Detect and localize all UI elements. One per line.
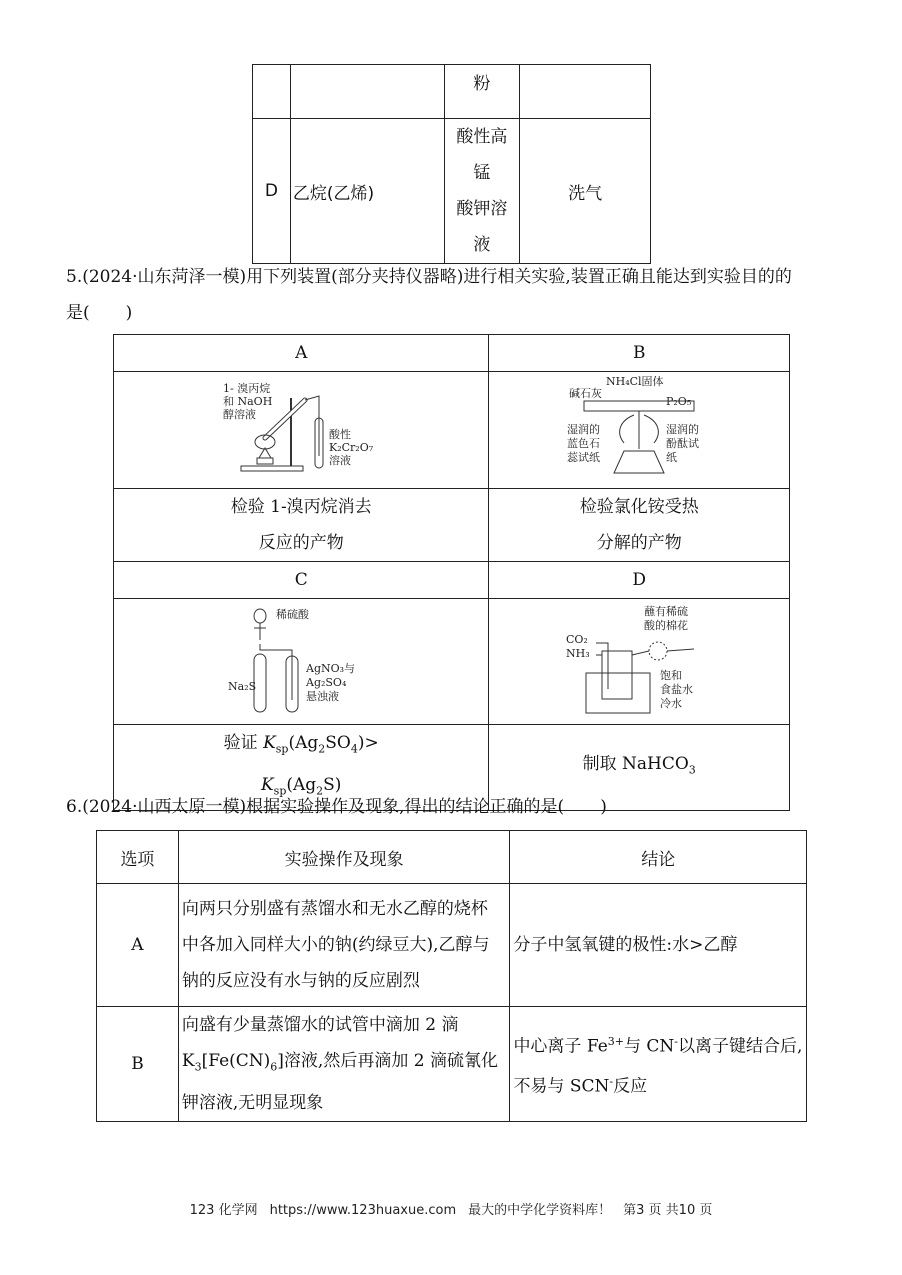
question-6-stem [66,789,607,825]
text: 3 [194,1060,202,1074]
method-cell: 洗气 [520,119,651,264]
figure-label: 稀硫酸 [276,608,310,621]
table-row [253,65,651,119]
text: 2 [316,784,324,798]
question-5-stem [66,259,846,331]
text: [Fe(CN) [201,1051,271,1071]
text: - [609,1075,614,1089]
operation-line: 钾溶液,无明显现象 [181,1093,324,1114]
text: 4 [350,742,358,756]
figure-label: 酚酞试 [666,436,700,450]
table-row [97,1007,807,1122]
figure-label: 和 NaOH [223,394,273,408]
apparatus-a-cell [114,372,489,489]
text: 3 [688,763,696,777]
text: 6 [270,1060,278,1074]
apparatus-c-cell [114,599,489,725]
reagent-cell [444,119,520,264]
figure-label: Na₂S [228,680,257,693]
footer-site-name: 123 化学网 [189,1203,258,1218]
table-row [114,335,790,372]
option-a-description [114,489,489,562]
figure-label: 饱和 [660,669,683,682]
conclusion-line [513,1064,803,1105]
figure-label: 冷水 [660,697,683,710]
figure-label: 醇溶液 [223,407,257,421]
figure-label: 湿润的 [666,422,700,436]
table-cell: 粉 [444,65,520,119]
figure-label: 食盐水 [660,683,694,696]
option-header-b: B [489,335,790,372]
figure-label: 溶液 [329,453,352,467]
figure-label: 蕊试纸 [567,450,601,464]
text: 与 CN [624,1036,675,1057]
operation-line [182,1043,507,1085]
operation-line: 向盛有少量蒸馏水的试管中滴加 2 滴 [181,1015,459,1035]
text: 验证 [223,733,264,753]
footer-url[interactable]: https://www.123huaxue.com [269,1203,457,1218]
figure-label: NH₃ [566,647,590,660]
reagent-line: 酸性高 [456,127,508,147]
description-line [114,725,488,767]
text: (Ag [286,775,317,796]
figure-label: K₂Cr₂O₇ [329,440,374,454]
description-line: 反应的产物 [258,533,344,553]
conclusion-cell [510,1007,807,1122]
text: sp [273,784,287,798]
text: 不易与 SCN [513,1076,610,1097]
option-b-description [489,489,790,562]
figure-label: 纸 [666,450,678,464]
reagent-line: 酸钾溶 [456,199,508,219]
apparatus-b-cell [489,372,790,489]
text: 反应 [613,1076,648,1097]
text: ]溶液,然后再滴加 2 滴硫氰化 [277,1051,498,1071]
table-row [114,562,790,599]
figure-label: Ag₂SO₄ [306,676,347,689]
description-line: 分解的产物 [596,533,682,553]
conclusion-line [513,1024,803,1065]
text: K [260,775,274,796]
page-footer [0,1199,902,1218]
figure-label: 酸性 [329,427,352,441]
column-header: 实验操作及现象 [178,831,510,884]
stem-text: ) [125,303,133,323]
table-cell [290,65,444,119]
text: 3+ [607,1034,624,1048]
reagent-line: 锰 [473,163,491,183]
figure-label: CO₂ [566,633,589,646]
text: 中心离子 Fe [513,1036,608,1057]
option-header-d: D [489,562,790,599]
operation-cell [178,1007,510,1122]
operation-line: 中各加入同样大小的钠(约绿豆大),乙醇与 [181,935,490,955]
table-cell [520,65,651,119]
stem-text: ) [600,797,607,817]
figure-label: 酸的棉花 [644,619,689,632]
text: 以离子键结合后, [678,1036,803,1057]
question-6-table [96,830,807,1122]
figure-label: NH₄Cl固体 [606,374,664,388]
table-row [114,599,790,725]
figure-label: 悬浊液 [306,690,340,703]
option-label: A [97,884,179,1007]
apparatus-c-diagram [226,604,376,714]
text: S) [323,775,342,796]
page-number: 第3 页 共10 页 [623,1203,713,1218]
option-header-c: C [114,562,489,599]
table-row [253,119,651,264]
option-header-a: A [114,335,489,372]
figure-label: 碱石灰 [569,386,603,400]
text: - [674,1034,679,1048]
option-label: B [97,1007,179,1122]
apparatus-a-diagram [221,378,381,478]
stem-text: 是( [66,303,90,323]
operation-cell [178,884,510,1007]
figure-label: 湿润的 [567,422,601,436]
text: 2 [318,742,326,756]
column-header: 选项 [97,831,179,884]
figure-label: 蘸有稀硫 [644,605,689,618]
table-cell [253,65,291,119]
operation-line: 向两只分别盛有蒸馏水和无水乙醇的烧杯 [181,899,488,919]
table-cell: 乙烷(乙烯) [290,119,444,264]
table-row [97,884,807,1007]
question-5-line2 [66,295,846,331]
apparatus-b-diagram [564,373,714,483]
text: K [181,1051,195,1071]
continued-table [252,64,651,264]
question-5-options-table [113,334,790,811]
figure-label: AgNO₃与 [306,662,356,675]
text: 制取 NaHCO [582,754,689,775]
figure-label: 1- 溴丙烷 [223,381,271,395]
table-row [114,372,790,489]
apparatus-d-diagram [564,603,714,715]
description-line: 检验 1-溴丙烷消去 [230,497,372,517]
footer-slogan: 最大的中学化学资料库！ [468,1203,612,1218]
column-header: 结论 [510,831,807,884]
stem-text: 6.(2024·山西太原一模)根据实验操作及现象,得出的结论正确的是( [66,797,565,817]
figure-label: 蓝色石 [567,436,601,450]
conclusion-cell: 分子中氢氧键的极性:水>乙醇 [510,884,807,1007]
text: )> [357,733,379,753]
text: sp [275,742,289,756]
figure-label: P₂O₅ [666,394,692,408]
text: K [263,733,276,753]
question-5-line1: 5.(2024·山东菏泽一模)用下列装置(部分夹持仪器略)进行相关实验,装置正确且能达到实验目的的 [66,267,792,287]
reagent-line: 液 [473,235,491,255]
option-label: D [253,119,291,264]
text: SO [325,733,351,753]
apparatus-d-cell [489,599,790,725]
table-header-row [97,831,807,884]
operation-line: 钠的反应没有水与钠的反应剧烈 [181,971,420,991]
table-row [114,489,790,562]
description-line: 检验氯化铵受热 [579,497,699,517]
text: (Ag [288,733,319,753]
